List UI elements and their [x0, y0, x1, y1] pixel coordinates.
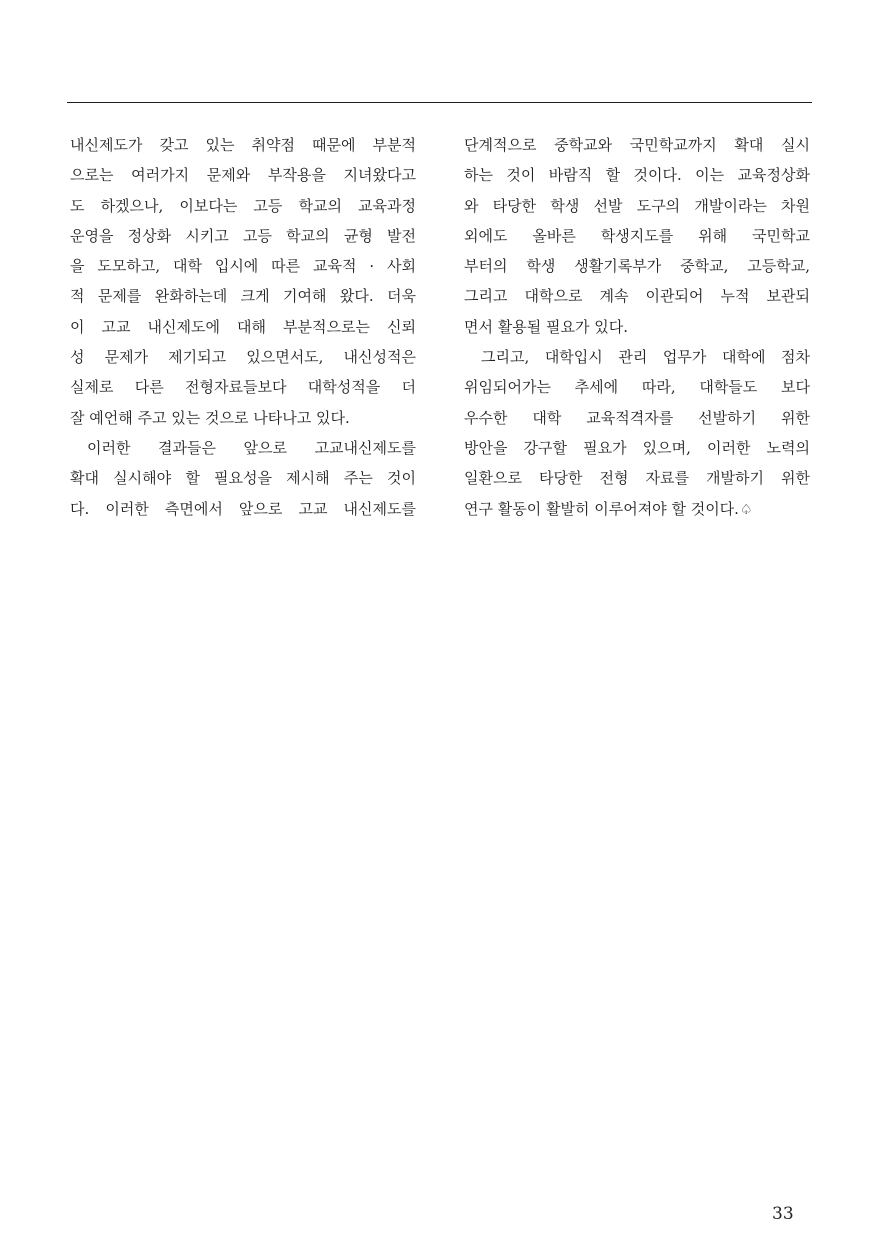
text-line-final [464, 494, 810, 524]
text-line: 우수한 대학 교육적격자를 선발하기 위한 [464, 408, 810, 427]
text-line: 적 문제를 완화하는데 크게 기여해 왔다. 더욱 [70, 287, 416, 306]
text-line: 으로는 여러가지 문제와 부작용을 지녀왔다고 [70, 166, 416, 185]
left-paragraph-2 [70, 433, 416, 524]
text-line: 하는 것이 바람직 할 것이다. 이는 교육정상화 [464, 166, 810, 185]
text-line: 내신제도가 갖고 있는 취약점 때문에 부분적 [70, 136, 416, 154]
text-line: 운영을 정상화 시키고 고등 학교의 균형 발전 [70, 226, 416, 245]
page-number: 33 [772, 1204, 794, 1224]
final-sentence: 연구 활동이 활발히 이루어져야 할 것이다. [464, 499, 739, 518]
text-line: 위임되어가는 추세에 따라, 대학들도 보다 [464, 378, 810, 397]
text-line: 성 문제가 제기되고 있으면서도, 내신성적은 [70, 348, 416, 367]
text-line: 도 하겠으나, 이보다는 고등 학교의 교육과정 [70, 196, 416, 215]
left-column [70, 130, 416, 524]
text-line: 외에도 올바른 학생지도를 위해 국민학교 [464, 226, 810, 245]
right-paragraph-1 [464, 130, 810, 342]
text-line: 그리고, 대학입시 관리 업무가 대학에 점차 [481, 348, 810, 367]
left-paragraph-1 [70, 130, 416, 433]
text-line: 확대 실시해야 할 필요성을 제시해 주는 것이 [70, 469, 416, 488]
text-line: 면서 활용될 필요가 있다. [464, 317, 628, 336]
text-line: 와 타당한 학생 선발 도구의 개발이라는 차원 [464, 196, 810, 215]
spade-end-mark-icon: ♤ [739, 501, 753, 518]
text-line: 이러한 결과들은 앞으로 고교내신제도를 [87, 438, 416, 457]
right-paragraph-2 [464, 342, 810, 524]
text-line: 일환으로 타당한 전형 자료를 개발하기 위한 [464, 469, 810, 488]
text-line: 단계적으로 중학교와 국민학교까지 확대 실시 [464, 136, 810, 154]
text-line: 다. 이러한 측면에서 앞으로 고교 내신제도를 [70, 499, 416, 518]
header-rule [67, 102, 812, 103]
text-line: 을 도모하고, 대학 입시에 따른 교육적 · 사회 [70, 257, 416, 276]
text-line: 잘 예언해 주고 있는 것으로 나타나고 있다. [70, 408, 350, 427]
text-line: 이 고교 내신제도에 대해 부분적으로는 신뢰 [70, 317, 416, 336]
right-column [464, 130, 810, 524]
text-line: 방안을 강구할 필요가 있으며, 이러한 노력의 [464, 438, 810, 457]
text-line: 실제로 다른 전형자료들보다 대학성적을 더 [70, 378, 416, 397]
text-line: 부터의 학생 생활기록부가 중학교, 고등학교, [464, 257, 810, 276]
text-line: 그리고 대학으로 계속 이관되어 누적 보관되 [464, 287, 810, 306]
